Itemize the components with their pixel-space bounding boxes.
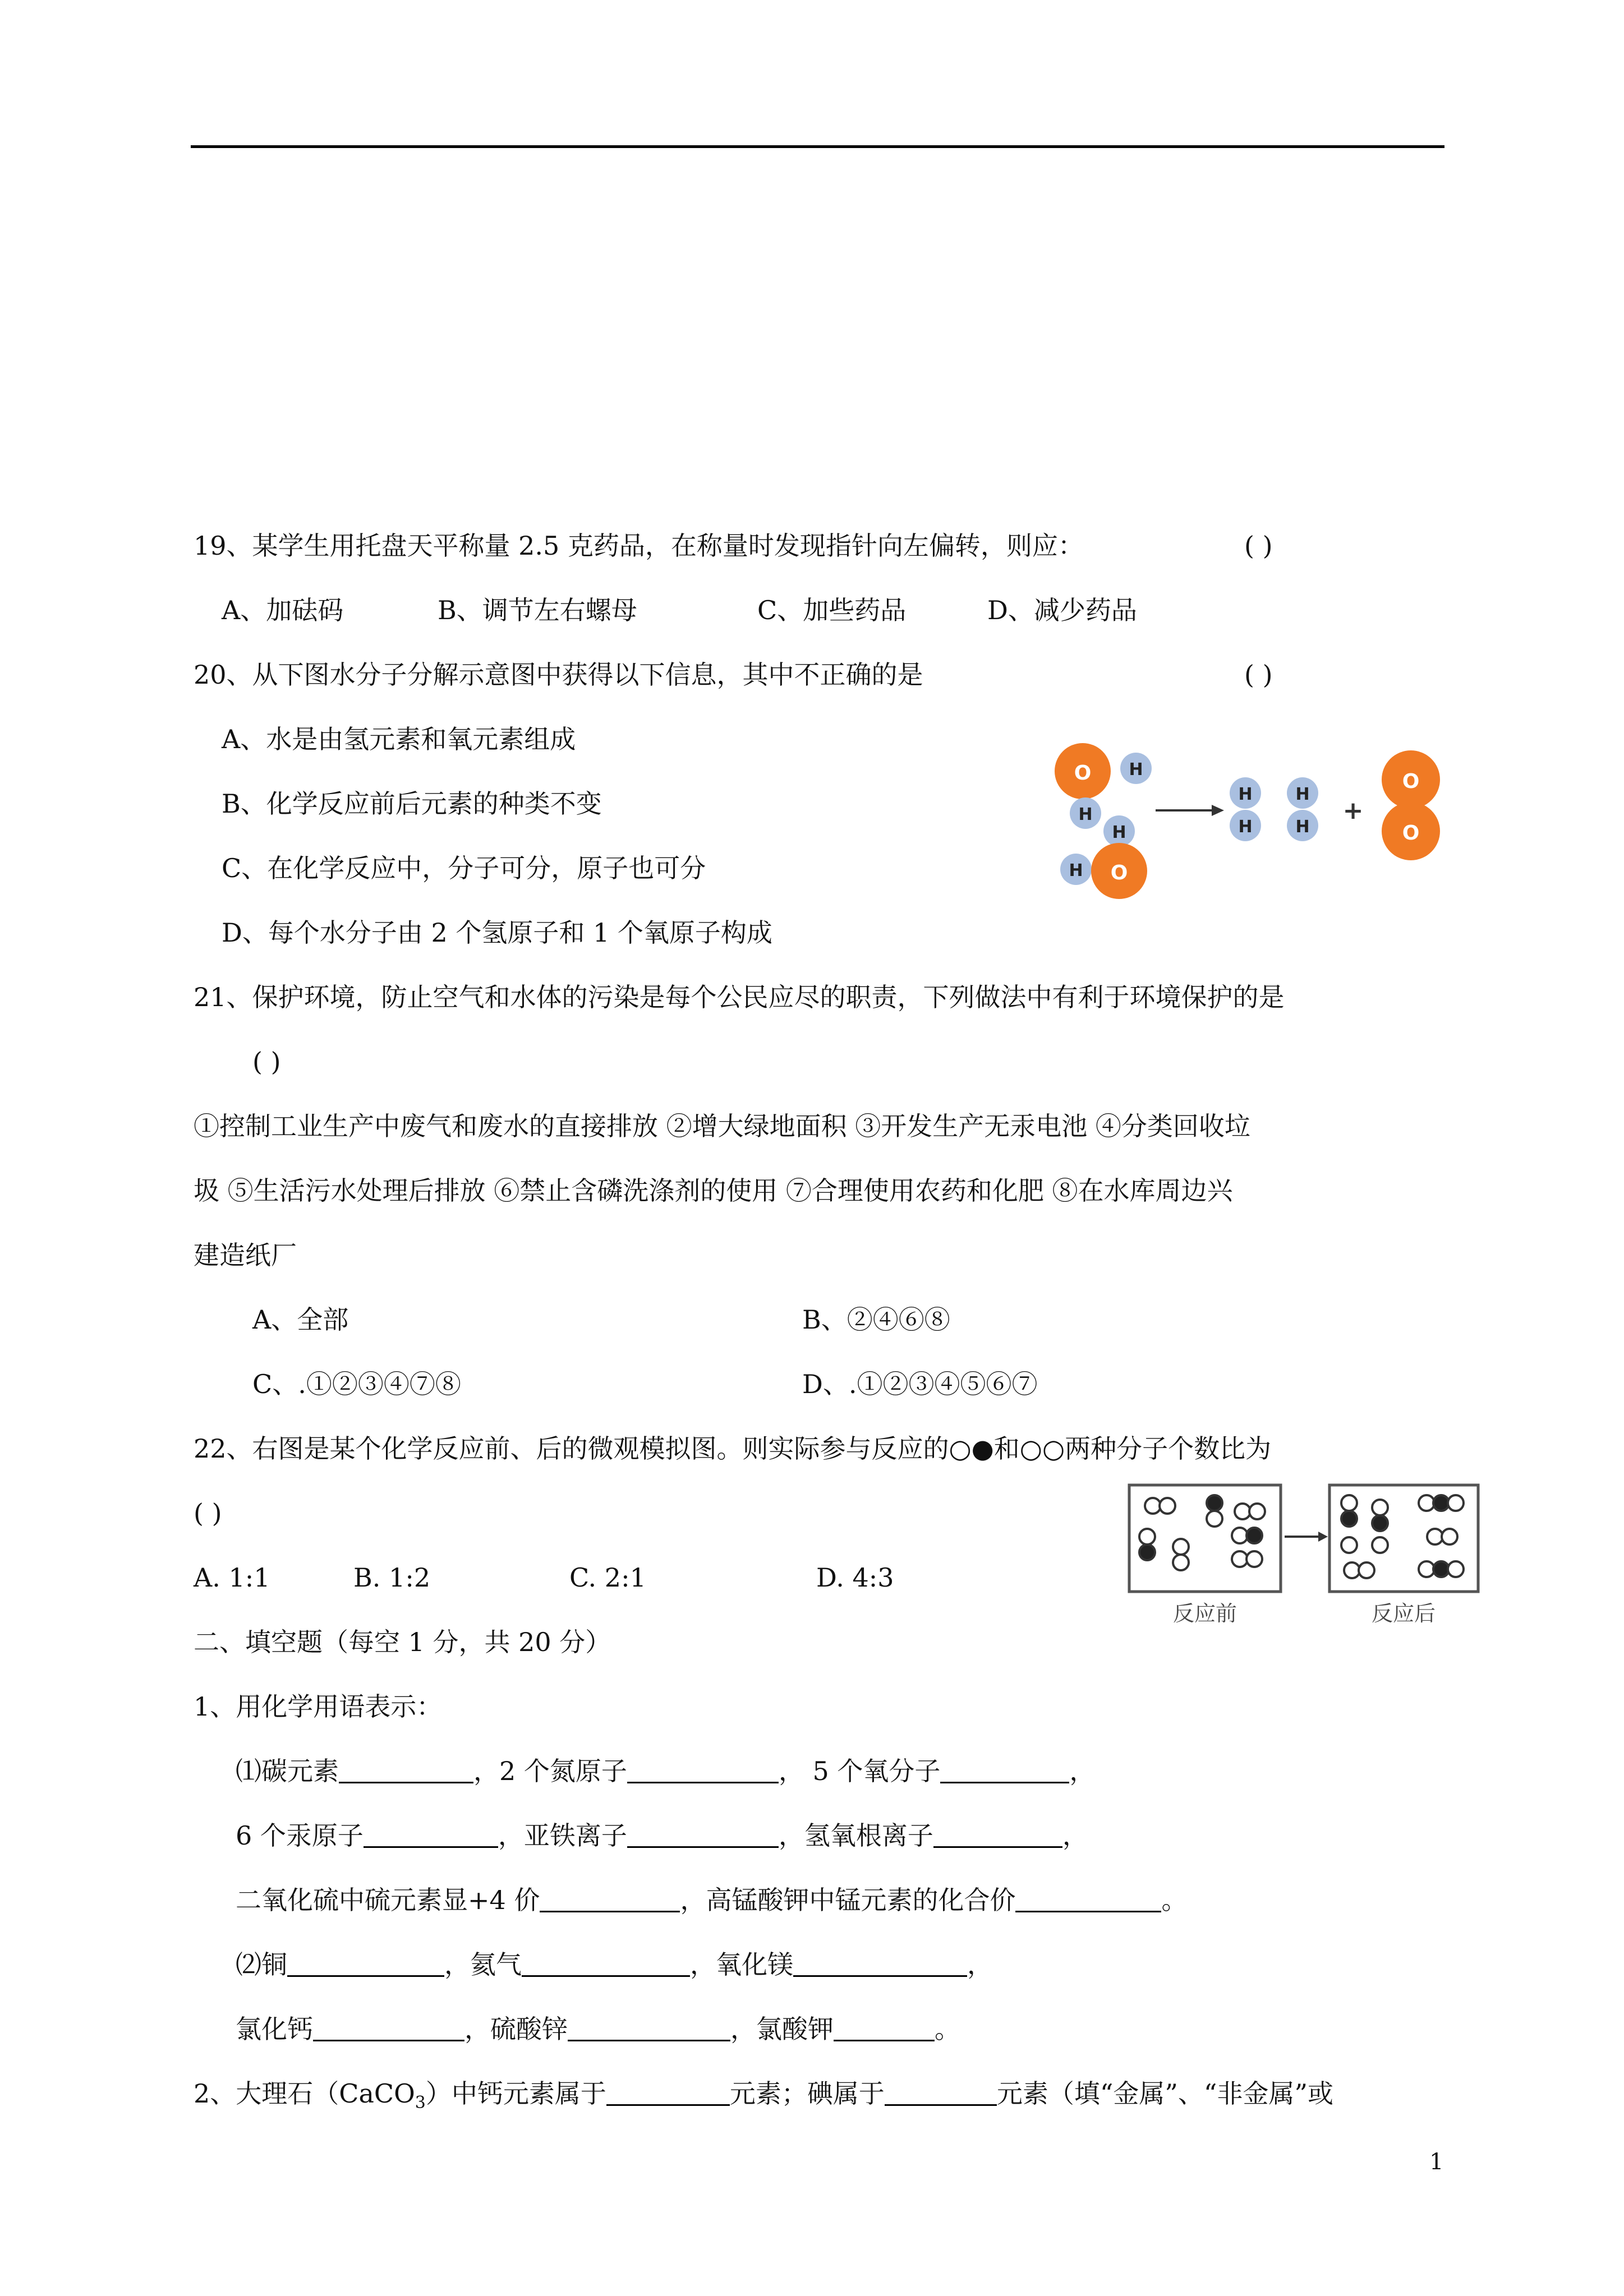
answer-blank[interactable]	[885, 2082, 997, 2106]
answer-blank[interactable]	[834, 2017, 935, 2041]
svg-text:H: H	[1238, 817, 1253, 837]
after-label: 反应后	[1371, 1601, 1436, 1626]
answer-blank[interactable]	[1015, 1888, 1161, 1912]
oxygen-label: O	[1074, 762, 1092, 785]
hydrogen-molecule	[1230, 777, 1261, 841]
fill1-line-4: ⑵铜 ，氦气 ，氧化镁 ，	[236, 1949, 993, 1980]
answer-blank[interactable]	[627, 1759, 779, 1783]
q20-option-a: A、水是由氢元素和氧元素组成	[222, 724, 576, 754]
reaction-micro-model-diagram	[1125, 1481, 1484, 1626]
svg-text:O: O	[1402, 770, 1420, 793]
plus-sign: +	[1342, 796, 1364, 825]
fill1-line-3: 二氧化硫中硫元素显+4 价 ，高锰酸钾中锰元素的化合价 。	[236, 1885, 1188, 1915]
q22-stem: 22、右图是某个化学反应前、后的微观模拟图。则实际参与反应的○●和○○两种分子个数比为	[194, 1433, 1272, 1464]
svg-text:O: O	[1402, 822, 1420, 845]
svg-text:H: H	[1238, 785, 1253, 804]
q20-answer-paren: ( )	[1244, 660, 1273, 690]
hydrogen-label: H	[1129, 760, 1143, 780]
hydrogen-molecule	[1287, 777, 1318, 841]
answer-blank[interactable]	[522, 1953, 690, 1977]
answer-blank[interactable]	[339, 1759, 473, 1783]
answer-blank[interactable]	[940, 1759, 1069, 1783]
header-rule	[191, 145, 1444, 148]
answer-blank[interactable]	[606, 2082, 730, 2106]
q21-list-line-1: ①控制工业生产中废气和废水的直接排放 ②增大绿地面积 ③开发生产无汞电池 ④分类回收垃	[194, 1111, 1250, 1141]
q20-option-d: D、每个水分子由 2 个氢原子和 1 个氧原子构成	[222, 918, 772, 948]
q21-stem: 21、保护环境，防止空气和水体的污染是每个公民应尽的职责，下列做法中有利于环境保护的是	[194, 982, 1285, 1012]
q20-option-b: B、化学反应前后元素的种类不变	[222, 789, 602, 819]
answer-blank[interactable]	[793, 1953, 967, 1977]
before-label: 反应前	[1172, 1601, 1237, 1626]
q21-option-a: A、全部	[252, 1304, 349, 1335]
answer-blank[interactable]	[933, 1824, 1062, 1848]
q21-option-c: C、.①②③④⑦⑧	[252, 1369, 461, 1399]
fill1-line-1: ⑴碳元素 ，2 个氮原子 ， 5 个氧分子 ，	[236, 1756, 1096, 1786]
q20-stem: 20、从下图水分子分解示意图中获得以下信息，其中不正确的是	[194, 660, 923, 690]
answer-blank[interactable]	[568, 2017, 730, 2041]
q19-answer-paren: ( )	[1244, 531, 1273, 561]
answer-blank[interactable]	[364, 1824, 498, 1848]
answer-blank[interactable]	[627, 1824, 779, 1848]
q19-option-c: C、加些药品	[757, 595, 907, 625]
q21-list-line-3: 建造纸厂	[194, 1240, 297, 1270]
q21-list-line-2: 圾 ⑤生活污水处理后排放 ⑥禁止含磷洗涤剂的使用 ⑦合理使用农药和化肥 ⑧在水库周边兴	[194, 1175, 1233, 1206]
q22-option-d: D. 4:3	[816, 1562, 894, 1593]
fill1-intro: 1、用化学用语表示：	[194, 1691, 443, 1722]
q20-option-c: C、在化学反应中，分子可分，原子也可分	[222, 853, 706, 883]
q19-option-b: B、调节左右螺母	[438, 595, 637, 625]
hydrogen-label: H	[1078, 805, 1093, 824]
q22-option-a: A. 1:1	[194, 1562, 270, 1593]
svg-text:H: H	[1295, 785, 1310, 804]
q21-option-d: D、.①②③④⑤⑥⑦	[802, 1369, 1038, 1399]
fill2-line: 2、大理石（CaCO$_3$）中钙元素属于 元素；碘属于 元素（填“金属”、“非金属”或	[194, 2078, 1333, 2113]
q19-option-d: D、减少药品	[987, 595, 1137, 625]
oxygen-molecule	[1382, 750, 1440, 860]
water-molecule	[1055, 743, 1152, 829]
hydrogen-label: H	[1069, 861, 1083, 880]
q19-stem: 19、某学生用托盘天平称量 2.5 克药品，在称量时发现指针向左偏转，则应：	[194, 531, 1084, 561]
fill1-line-2: 6 个汞原子 ，亚铁离子 ，氢氧根离子 ，	[236, 1820, 1088, 1851]
reaction-arrow	[1156, 805, 1224, 816]
q21-option-b: B、②④⑥⑧	[802, 1304, 950, 1335]
oxygen-label: O	[1110, 861, 1128, 884]
q22-option-b: B. 1:2	[353, 1562, 431, 1593]
answer-blank[interactable]	[287, 1953, 444, 1977]
q22-option-c: C. 2:1	[569, 1562, 646, 1593]
q21-answer-paren: ( )	[252, 1046, 281, 1077]
svg-text:H: H	[1295, 817, 1310, 837]
answer-blank[interactable]	[540, 1888, 680, 1912]
water-molecule	[1060, 815, 1147, 899]
answer-blank[interactable]	[313, 2017, 464, 2041]
q19-option-a: A、加砝码	[222, 595, 344, 625]
page-number: 1	[1429, 2149, 1444, 2175]
hydrogen-label: H	[1112, 823, 1126, 842]
section-heading: 二、填空题（每空 1 分，共 20 分）	[194, 1627, 611, 1657]
fill1-line-5: 氯化钙 ，硫酸锌 ，氯酸钾 。	[236, 2014, 960, 2044]
q22-answer-paren: ( )	[194, 1498, 222, 1528]
water-decomposition-diagram	[1043, 735, 1470, 903]
